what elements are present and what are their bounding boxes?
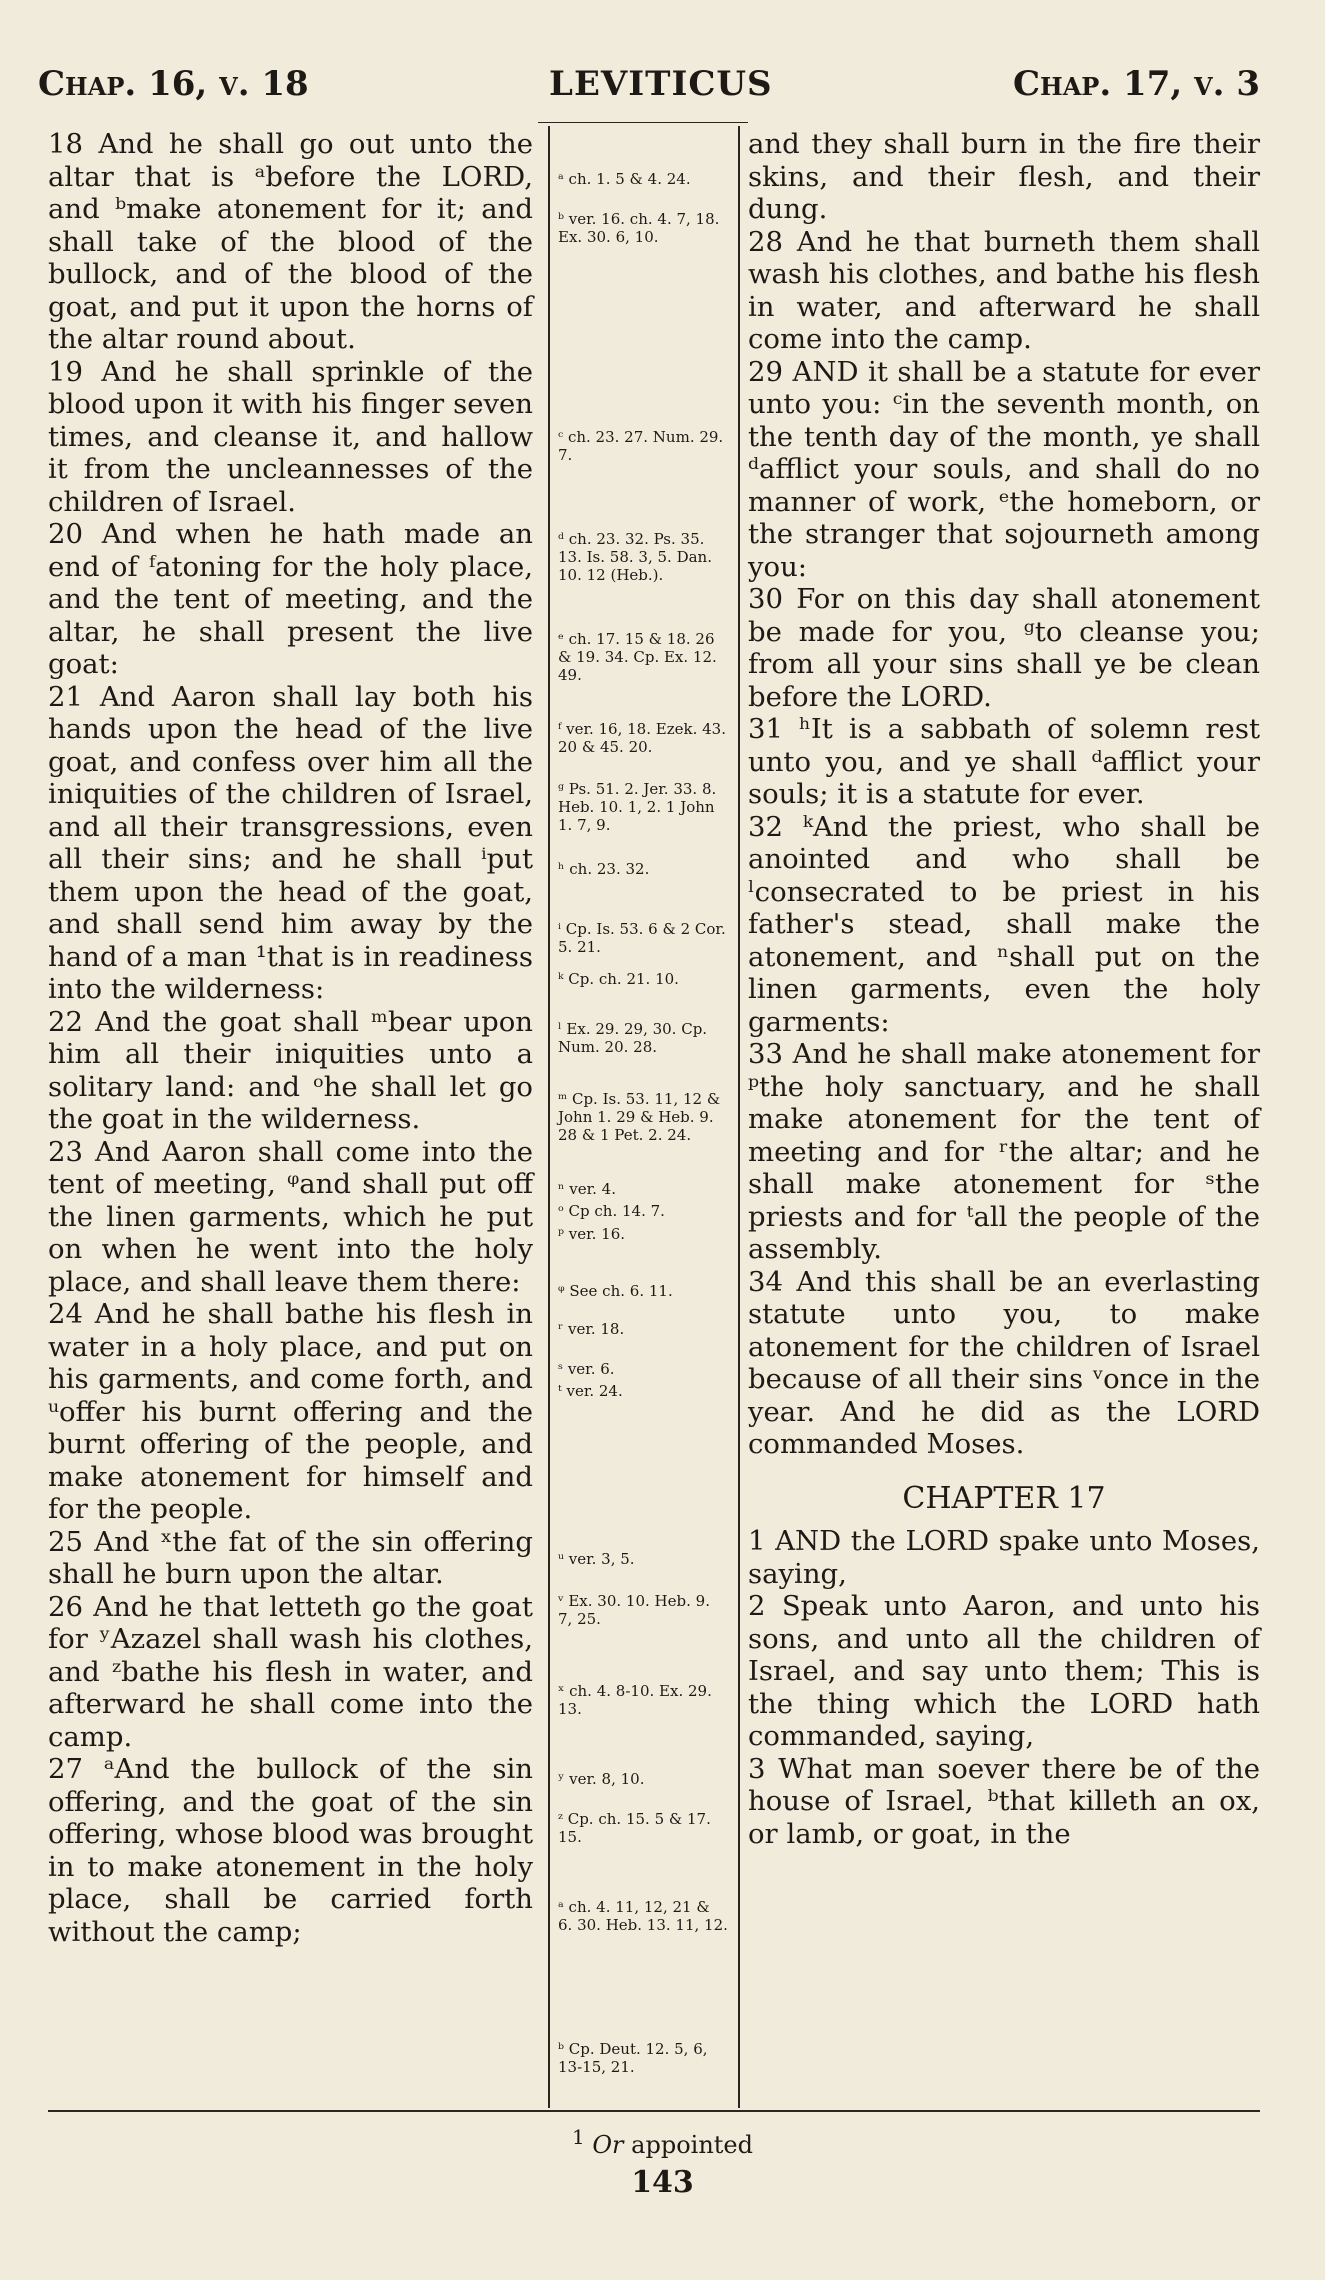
verse: 26 And he that letteth go the goat for ʸAzazel shall wash his clothes, and ᶻbathe his flesh in water, and afterward he shall come into the camp.	[48, 1590, 533, 1753]
reference: ᶻ Cp. ch. 15. 5 & 17. 15.	[558, 1810, 711, 1846]
page-number: 143	[631, 2165, 694, 2200]
verse: 22 And the goat shall ᵐbear upon him all their iniquities unto a solitary land: and ᵒhe shall let go the goat in the wilderness.	[48, 1005, 533, 1135]
verse: 2 Speak unto Aaron, and unto his sons, and unto all the children of Israel, and say unto them; This is the thing which the LORD hath commanded, saying,	[748, 1590, 1260, 1752]
reference: ˡ Ex. 29. 29, 30. Cp. Num. 20. 28.	[558, 1020, 708, 1056]
verse: 31 ʰIt is a sabbath of solemn rest unto you, and ye shall ᵈafflict your souls; it is a statute for ever.	[748, 713, 1260, 810]
reference: ᵉ ch. 17. 15 & 18. 26 & 19. 34. Cp. Ex. 12. 49.	[558, 630, 717, 684]
bottom-rule	[48, 2110, 1260, 2112]
verse: and they shall burn in the fire their skins, and their flesh, and their dung.	[748, 128, 1260, 225]
verse: 23 And Aaron shall come into the tent of meeting, ᵠand shall put off the linen garments, which he put on when he went into the holy place, and shall leave them there:	[48, 1135, 533, 1298]
reference: ᵏ Cp. ch. 21. 10.	[558, 970, 679, 988]
reference: ᵃ ch. 1. 5 & 4. 24.	[558, 170, 691, 188]
verse: 25 And ˣthe fat of the sin offering shall he burn upon the altar.	[48, 1525, 533, 1590]
reference: ʸ ver. 8, 10.	[558, 1770, 645, 1788]
verse: 28 And he that burneth them shall wash his clothes, and bathe his flesh in water, and afterward he shall come into the camp.	[748, 225, 1260, 355]
reference: ⁿ ver. 4.	[558, 1180, 616, 1198]
left-text-column	[48, 128, 533, 1948]
footnote-marker: 1	[572, 2125, 585, 2149]
header-book-title: LEVITICUS	[549, 64, 773, 104]
footnote-word: Or	[592, 2131, 624, 2159]
header-left: Chap. 16, v. 18	[38, 64, 309, 104]
reference: ᵐ Cp. Is. 53. 11, 12 & John 1. 29 & Heb. 9. 28 & 1 Pet. 2. 24.	[558, 1090, 721, 1144]
verse: 29 AND it shall be a statute for ever unto you: ᶜin the seventh month, on the tenth day of the month, ye shall ᵈafflict your souls, and shall do no manner of work, ᵉthe homeborn, or the stranger that sojourneth among you:	[748, 355, 1260, 583]
reference: ᵒ Cp ch. 14. 7.	[558, 1202, 665, 1220]
reference: ᵍ Ps. 51. 2. Jer. 33. 8. Heb. 10. 1, 2. 1 John 1. 7, 9.	[558, 780, 717, 834]
footnote-text: appointed	[631, 2131, 753, 2159]
verse: 34 And this shall be an everlasting statute unto you, to make atonement for the children of Israel because of all their sins ᵛonce in the year. And he did as the LORD commanded Moses.	[748, 1265, 1260, 1460]
reference: ᶠ ver. 16, 18. Ezek. 43. 20 & 45. 20.	[558, 720, 726, 756]
reference: ᵇ Cp. Deut. 12. 5, 6, 13-15, 21.	[558, 2040, 708, 2076]
verse: 27 ᵃAnd the bullock of the sin offering, and the goat of the sin offering, whose blood was brought in to make atonement in the holy place, shall be carried forth without the camp;	[48, 1753, 533, 1948]
reference: ʳ ver. 18.	[558, 1320, 625, 1338]
reference: ᵃ ch. 4. 11, 12, 21 & 6. 30. Heb. 13. 11, 12.	[558, 1898, 728, 1934]
verse: 3 What man soever there be of the house of Israel, ᵇthat killeth an ox, or lamb, or goat, in the	[748, 1752, 1260, 1850]
column-divider-left	[548, 126, 550, 2108]
header-rule	[538, 122, 748, 123]
footnote	[0, 2125, 1325, 2159]
reference: ˣ ch. 4. 8-10. Ex. 29. 13.	[558, 1682, 712, 1718]
verse: 1 AND the LORD spake unto Moses, saying,	[748, 1525, 1260, 1590]
verse: 32 ᵏAnd the priest, who shall be anointed and who shall be ˡconsecrated to be priest in his father's stead, shall make the atonement, and ⁿshall put on the linen garments, even the holy garments:	[748, 810, 1260, 1038]
verse: 24 And he shall bathe his flesh in water in a holy place, and put on his garments, and come forth, and ᵘoffer his burnt offering and the burnt offering of the people, and make atonement for himself and for the people.	[48, 1298, 533, 1525]
reference: ᵈ ch. 23. 32. Ps. 35. 13. Is. 58. 3, 5. Dan. 10. 12 (Heb.).	[558, 530, 712, 584]
reference: ᵠ See ch. 6. 11.	[558, 1282, 673, 1300]
reference: ˢ ver. 6.	[558, 1360, 615, 1378]
reference: ᵖ ver. 16.	[558, 1225, 626, 1243]
header-right: Chap. 17, v. 3	[1012, 64, 1260, 104]
verse: 20 And when he hath made an end of ᶠatoning for the holy place, and the tent of meeting, and the altar, he shall present the live goat:	[48, 518, 533, 680]
verse: 30 For on this day shall atonement be made for you, ᵍto cleanse you; from all your sins shall ye be clean before the LORD.	[748, 583, 1260, 713]
reference: ᵇ ver. 16. ch. 4. 7, 18. Ex. 30. 6, 10.	[558, 210, 720, 246]
reference: ᵗ ver. 24.	[558, 1382, 623, 1400]
verse: 19 And he shall sprinkle of the blood upon it with his finger seven times, and cleanse it, and hallow it from the uncleannesses of the children of Israel.	[48, 355, 533, 518]
chapter-title: CHAPTER 17	[902, 1480, 1106, 1516]
running-header	[38, 54, 1260, 114]
reference: ⁱ Cp. Is. 53. 6 & 2 Cor. 5. 21.	[558, 920, 726, 956]
verse: 18 And he shall go out unto the altar that is ᵃbefore the LORD, and ᵇmake atonement for it; and shall take of the blood of the bullock, and of the blood of the goat, and put it upon the horns of the altar round about.	[48, 128, 533, 355]
reference: ᵘ ver. 3, 5.	[558, 1550, 635, 1568]
reference: ᵛ Ex. 30. 10. Heb. 9. 7, 25.	[558, 1592, 710, 1628]
reference: ᶜ ch. 23. 27. Num. 29. 7.	[558, 428, 724, 464]
verse: 33 And he shall make atonement for ᵖthe holy sanctuary, and he shall make atonement for the tent of meeting and for ʳthe altar; and he shall make atonement for ˢthe priests and for ᵗall the people of the assembly.	[748, 1038, 1260, 1265]
reference: ʰ ch. 23. 32.	[558, 860, 650, 878]
column-divider-right	[738, 126, 740, 2108]
verse: 21 And Aaron shall lay both his hands upon the head of the live goat, and confess over him all the iniquities of the children of Israel, and all their transgressions, even all their sins; and he shall ⁱput them upon the head of the goat, and shall send him away by the hand of a man ¹that is in readiness into the wilderness:	[48, 680, 533, 1005]
right-text-column	[748, 128, 1260, 1850]
